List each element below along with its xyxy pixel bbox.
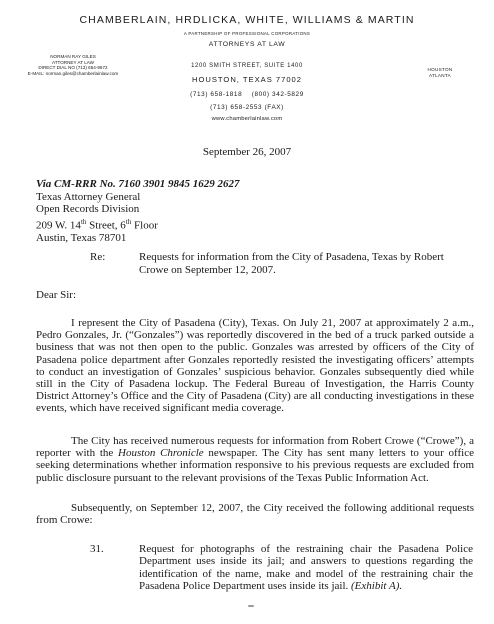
recipient-street (36, 216, 240, 232)
firm-name: CHAMBERLAIN, HRDLICKA, WHITE, WILLIAMS & MARTIN (79, 14, 415, 26)
phone-line-1: (713) 658-1818 (800) 342-5829 (190, 91, 304, 98)
item-number: 31. (90, 543, 104, 555)
address-line-2: HOUSTON, TEXAS 77002 (191, 75, 303, 84)
author-email: E-MAIL: norman.giles@chamberlainlaw.com (27, 70, 119, 76)
street-part-2: Street, 6 (86, 219, 126, 232)
paragraph-3: Subsequently, on September 12, 2007, the City received the following additional requests from Crowe: (36, 502, 474, 527)
scan-speck (248, 605, 254, 607)
item-body: Request for photographs of the restraining chair the Pasadena Police Department uses inside its jail; and answers to questions regarding the identification of the name, make and model of the restraining chair the Pasadena Police Department uses inside its jail. (139, 543, 473, 593)
attorneys-line: ATTORNEYS AT LAW (208, 41, 286, 48)
street-sup-2: th (125, 217, 132, 226)
author-direct-dial: DIRECT DIAL NO (713) 654-9672 (38, 65, 108, 71)
office-atlanta: ATLANTA (428, 73, 452, 79)
street-part-1: 209 W. 14 (36, 219, 81, 232)
letter-date: September 26, 2007 (202, 146, 292, 158)
paragraph-2-start: The City has received numerous requests for information from Robert Crowe (“Crowe”), a reporter with the (36, 435, 474, 460)
publication-name: Houston Chronicle (118, 447, 204, 460)
author-block (22, 54, 124, 76)
recipient-line-1: Texas Attorney General (36, 190, 141, 203)
address-line-1: 1200 SMITH STREET, SUITE 1400 (191, 63, 303, 69)
street-sup-1: th (80, 217, 87, 226)
re-label: Re: (90, 251, 106, 263)
author-name: NORMAN RAY GILES (50, 54, 96, 59)
paragraph-2-end: newspaper. The City has sent many letters to your office seeking determinations whether information responsive to his previous requests are excluded from public disclosure pursuant to the relevant provisions of the Texas Public Information Act. (36, 447, 474, 484)
office-houston: HOUSTON (427, 67, 453, 72)
author-title: ATTORNEY AT LAW (51, 59, 95, 65)
paragraph-1: I represent the City of Pasadena (City), Texas. On July 21, 2007 at approximately 2 a.m., Pedro Gonzales, Jr. (“Gonzales”) was reportedly discovered in the bed of a truck parked outside a business that was not then open to the public. Gonzales was arrested by officers of the City of Pasadena police department after Gonzales reportedly resisted the investigating officers’ attempts to conduct an investigation of Gonzales’ suspicious behavior. Gonzales subsequently died while still in the City of Pasadena lockup. The Federal Bureau of Investigation, the Harris County District Attorney’s Office and the City of Pasadena (City) are all conducting investigations in these events, which have received significant media coverage. (36, 317, 474, 415)
paragraph-2 (36, 435, 474, 484)
firm-subtitle: A PARTNERSHIP OF PROFESSIONAL CORPORATIONS (183, 31, 311, 36)
via-line: Via CM-RRR No. 7160 3901 9845 1629 2627 (36, 178, 240, 190)
recipient-line-2: Open Records Division (36, 203, 140, 216)
website: www.chamberlainlaw.com (211, 116, 283, 122)
exhibit-reference: (Exhibit A). (351, 580, 403, 593)
salutation: Dear Sir: (36, 289, 77, 301)
street-part-3: Floor (131, 219, 158, 232)
offices-block (420, 67, 460, 80)
recipient-city: Austin, Texas 78701 (36, 232, 127, 245)
phone-line-2: (713) 658-2553 (FAX) (210, 104, 284, 111)
item-text (139, 543, 473, 593)
re-subject: Requests for information from the City of Pasadena, Texas by Robert Crowe on September 12, 2007. (139, 251, 444, 276)
recipient-address (36, 178, 240, 245)
